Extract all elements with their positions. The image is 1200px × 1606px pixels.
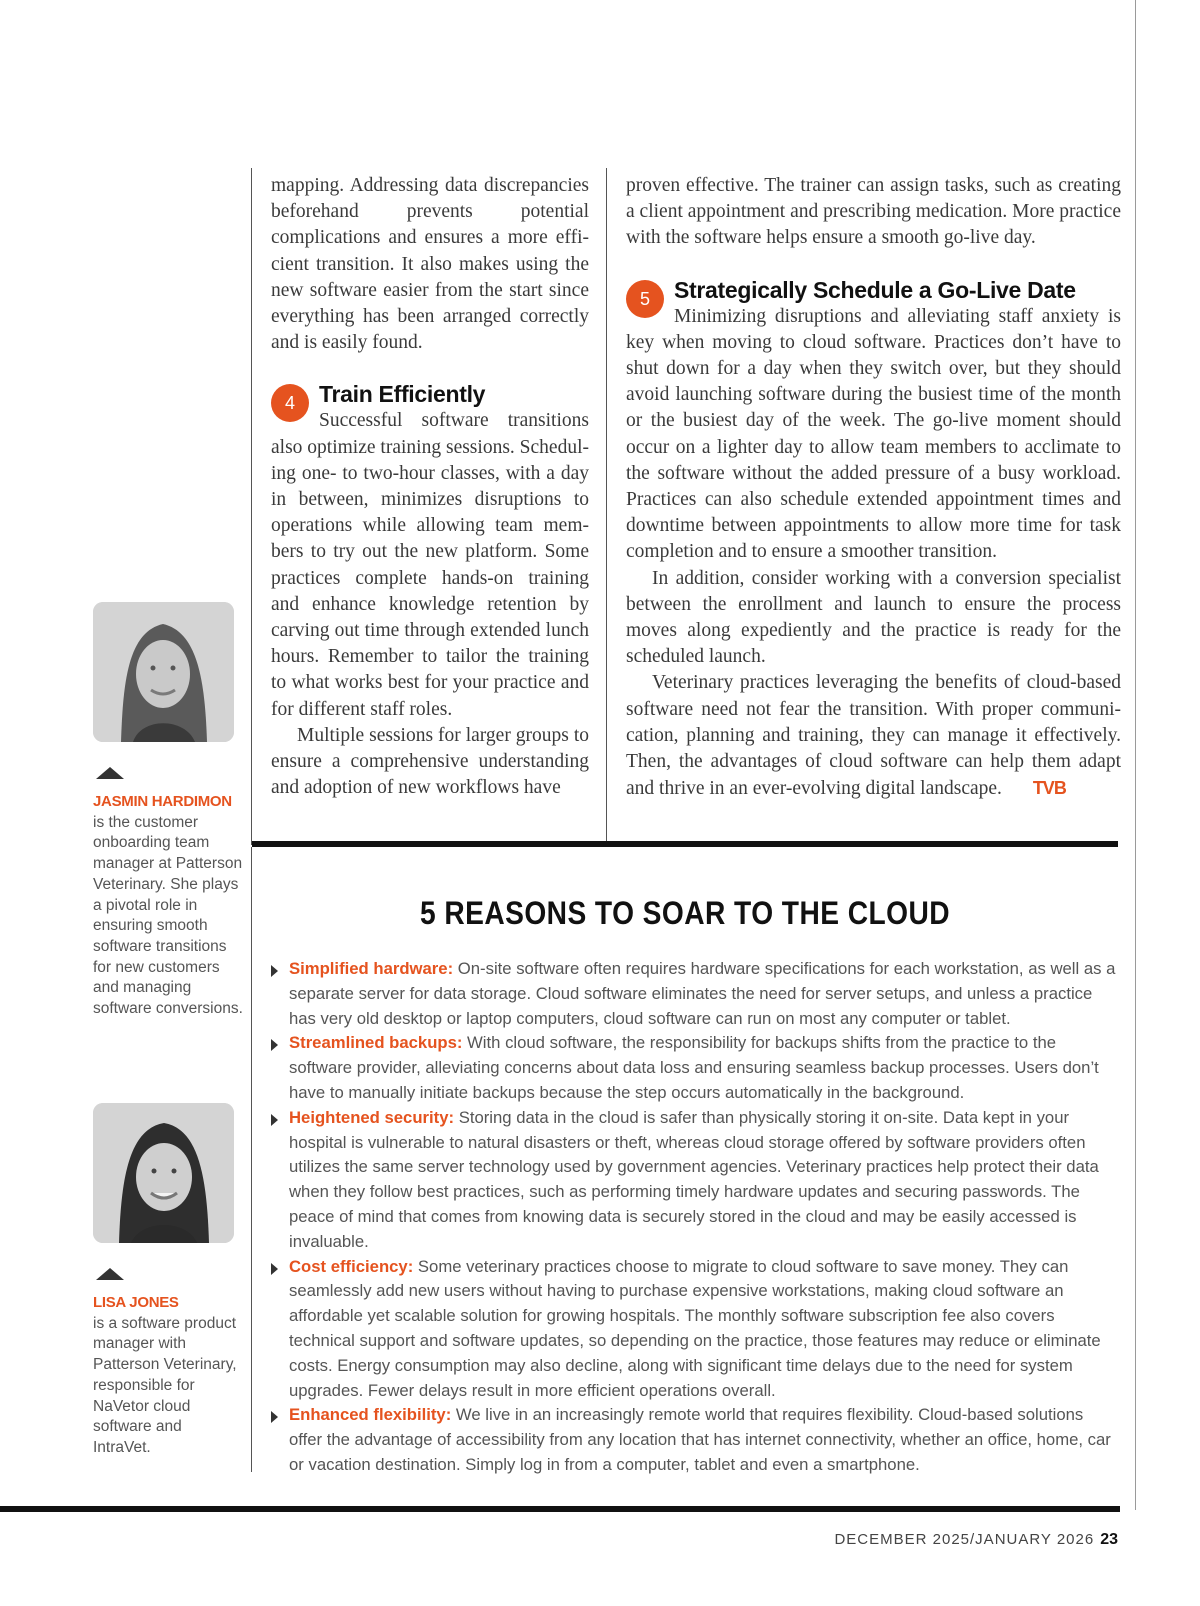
list-item xyxy=(268,1403,1120,1477)
author-description: is a software product manager with Patterson Veterinary, responsible for NaVetor cloud software and IntraVet. xyxy=(93,1314,237,1456)
step-number-badge: 5 xyxy=(626,280,664,318)
list-item xyxy=(268,957,1120,1031)
paragraph xyxy=(626,670,1121,802)
reason-text: We live in an increasingly remote world that requires flexibility. Cloud-based solutions offer the advantage of accessibility from any location that has internet connectivity, whether an office, home, car or vacation destination. Simply log in from a computer, tablet and even a smartphone. xyxy=(289,1405,1111,1474)
article-column-2 xyxy=(626,173,1121,802)
bullet-triangle-icon xyxy=(271,1411,278,1423)
footer-rule xyxy=(0,1506,1120,1512)
page-number: 23 xyxy=(1100,1531,1118,1548)
paragraph-text: Successful software transitions also optimize training sessions. Scheduling one- to two-hour classes, with a day in between, minimizes disruptions to operations while allowing team members to try out the new platform. Some practices complete hands-on training and enhance knowledge retention by carving out time through extended lunch hours. Remember to tailor the training to what works best for your practice and for different staff roles. xyxy=(271,410,589,720)
reason-lead: Enhanced flexibility: xyxy=(289,1405,452,1425)
author-description: is the customer onboarding team manager at Patterson Veterinary. She plays a pivotal role in ensuring smooth software transitions for new customers and managing software conversions. xyxy=(93,813,243,1018)
author-photo xyxy=(93,602,234,742)
author-name: JASMIN HARDIMON xyxy=(93,793,232,810)
step-heading: Strategically Schedule a Go-Live Date xyxy=(674,276,1076,303)
reason-lead: Simplified hardware: xyxy=(289,959,454,978)
paragraph: mapping. Addressing data discrepancies beforehand prevents potential complications and ensures a more efficient transition. It also makes using the new software easier from the start since everything has been arranged correctly and is easily found. xyxy=(271,175,589,354)
bullet-triangle-icon xyxy=(271,1114,278,1126)
column-divider-left xyxy=(251,168,252,845)
reason-text: On-site software often requires hardware specifications for each workstation, as well as a separate server for data storage. Cloud software eliminates the need for server setups, and unless a practice has very old desktop or laptop computers, cloud software can run on most any computer or tablet. xyxy=(289,959,1116,1028)
bullet-triangle-icon xyxy=(271,1039,278,1051)
step-5-section xyxy=(626,276,1121,309)
paragraph-text: Minimizing disruptions and alleviating staff anxiety is key when moving to cloud software. Practices don’t have to shut down for a day when they switch over, but they should avoid launching software during the busiest time of the month or the busiest day of the week. The go-live moment should occur on a lighter day to allow team members to acclimate to the software without the added pressure of a busy workload. Practices can also schedule extended appointment times and downtime between appointments to allow more time for task completion and to ensure a smoother transition. xyxy=(626,305,1121,563)
sidebar-top-rule xyxy=(252,841,1118,847)
reason-lead: Streamlined backups: xyxy=(289,1033,463,1053)
paragraph: proven effective. The trainer can assign tasks, such as creating a client appointment and prescribing medication. More practice with the software helps ensure a smooth go-live day. xyxy=(626,175,1121,249)
step-4-section xyxy=(271,380,589,414)
author-bio xyxy=(93,1293,243,1459)
reason-text: Storing data in the cloud is safer than physically storing it on-site. Data kept in your hospital is vulnerable to natural disasters or theft, whereas cloud storage offered by software providers often utilizes the same server technology used by government agencies. Veterinary practices help protect their data when they follow best practices, such as performing timely hardware updates and securing passwords. The peace of mind that comes from knowing data is securely stored in the cloud and may be easily accessed is invaluable. xyxy=(289,1107,1099,1251)
bullet-triangle-icon xyxy=(271,965,278,977)
step-number-badge: 4 xyxy=(271,384,309,422)
caption-pointer-icon xyxy=(96,767,124,779)
reason-lead: Heightened security: xyxy=(289,1107,455,1127)
sidebar-title: 5 REASONS TO SOAR TO THE CLOUD xyxy=(419,895,951,931)
author-photo xyxy=(93,1103,234,1243)
caption-pointer-icon xyxy=(96,1268,124,1280)
bullet-triangle-icon xyxy=(271,1263,278,1275)
paragraph-text: Veterinary practices leveraging the benefits of cloud-based software need not fear the transition. With proper communication, planning and training, they can manage it effectively. Then, the advantages of cloud software can help them adapt and thrive in an ever-evolving digital landscape. xyxy=(626,672,1121,800)
tvb-end-mark-logo: TVB xyxy=(1032,778,1066,799)
portrait-illustration xyxy=(93,602,234,742)
page-edge-rule xyxy=(1135,0,1136,1510)
reason-text: With cloud software, the responsibility for backups shifts from the practice to the software provider, alleviating concerns about data loss and ensuring seamless backup processes. Users don’t have to manually initiate backups because the step occurs automatically in the background. xyxy=(289,1033,1099,1102)
paragraph xyxy=(626,304,1121,566)
list-item xyxy=(268,1031,1120,1105)
reasons-list xyxy=(268,957,1120,1478)
reason-text: Some veterinary practices choose to migrate to cloud software to save money. They can seamlessly add new users without having to purchase expensive workstations, making cloud software an affordable yet scalable solution for growing hospitals. The monthly software subscription fee also covers technical support and software updates, so depending on the practice, those features may reduce or eliminate costs. Energy consumption may also decline, along with significant time delays due to the need for system upgrades. Fewer delays result in more efficient operations overall. xyxy=(289,1256,1101,1400)
paragraph xyxy=(271,408,589,722)
reason-lead: Cost efficiency: xyxy=(289,1256,414,1276)
paragraph: Multiple sessions for larger groups to ensure a comprehensive understanding and adoption of new workflows have xyxy=(271,724,589,799)
portrait-illustration xyxy=(93,1103,234,1243)
paragraph: In addition, consider working with a conversion specialist between the enrollment and launch to ensure the process moves along expediently and the practice is ready for the scheduled launch. xyxy=(626,567,1121,668)
page-folio xyxy=(834,1531,1118,1549)
sidebar-divider xyxy=(251,847,252,1472)
column-divider-middle xyxy=(606,168,607,845)
issue-date: DECEMBER 2025/JANUARY 2026 xyxy=(834,1531,1095,1548)
article-column-1 xyxy=(271,173,589,801)
step-heading: Train Efficiently xyxy=(319,381,486,408)
author-bio xyxy=(93,792,243,1020)
author-name: LISA JONES xyxy=(93,1294,179,1311)
list-item xyxy=(268,1106,1120,1255)
list-item xyxy=(268,1255,1120,1404)
